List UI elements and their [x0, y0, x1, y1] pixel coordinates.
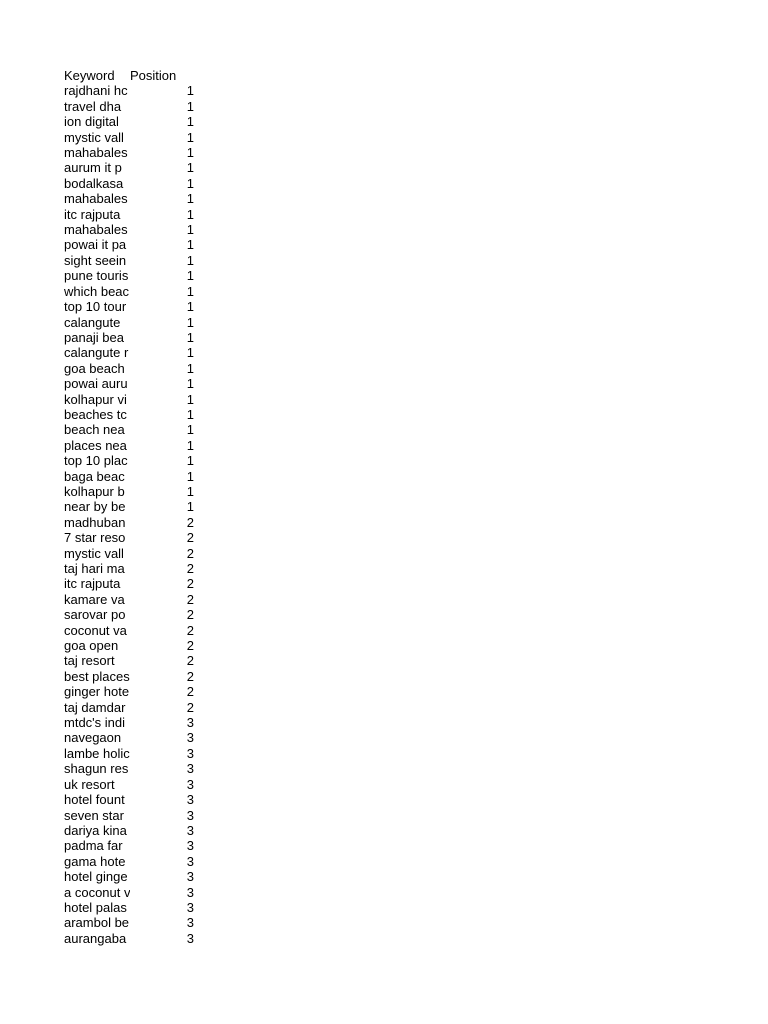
table-row [64, 130, 194, 145]
cell-position: 1 [186, 360, 194, 376]
table-row [64, 361, 194, 376]
table-header-row [64, 68, 194, 83]
table-row [64, 284, 194, 299]
table-row [64, 407, 194, 422]
cell-position: 1 [186, 206, 194, 222]
cell-keyword: taj hari ma [64, 561, 125, 576]
table-row [64, 761, 194, 776]
table-row [64, 83, 194, 98]
cell-keyword: kamare va [64, 591, 125, 607]
cell-keyword: powai it pa [64, 237, 127, 253]
cell-position: 1 [186, 468, 194, 484]
cell-keyword: aurum it p [64, 160, 122, 176]
cell-keyword: rajdhani hc [64, 83, 128, 99]
table-row [64, 823, 194, 838]
cell-position: 3 [186, 869, 194, 885]
cell-keyword: madhuban [64, 514, 126, 530]
cell-position: 3 [186, 761, 194, 777]
cell-position: 1 [186, 283, 194, 299]
cell-position: 1 [186, 98, 194, 114]
cell-position: 2 [186, 638, 194, 654]
table-row [64, 330, 194, 345]
cell-keyword: top 10 tour [64, 299, 127, 315]
table-row [64, 191, 194, 206]
table-row [64, 808, 194, 823]
cell-keyword: best places [64, 668, 130, 684]
cell-keyword: seven star [64, 807, 124, 823]
cell-keyword: calangute [64, 314, 121, 330]
table-row [64, 684, 194, 699]
table-row [64, 515, 194, 530]
cell-position: 1 [186, 483, 194, 499]
table-row [64, 237, 194, 252]
cell-keyword: dariya kina [64, 822, 127, 838]
table-row [64, 638, 194, 653]
cell-keyword: mahabales [64, 145, 128, 161]
cell-keyword: places nea [64, 437, 127, 453]
cell-keyword: arambol be [64, 915, 130, 931]
cell-position: 1 [186, 437, 194, 453]
cell-keyword: calangute r [64, 345, 129, 361]
cell-position: 2 [186, 653, 194, 669]
cell-keyword: beaches tc [64, 406, 127, 422]
cell-position: 2 [186, 591, 194, 607]
cell-position: 2 [186, 684, 194, 700]
table-row [64, 869, 194, 884]
cell-position: 1 [186, 268, 194, 284]
cell-position: 1 [186, 83, 194, 99]
table-row [64, 176, 194, 191]
cell-position: 3 [186, 730, 194, 746]
cell-keyword: shagun res [64, 761, 129, 777]
table-row [64, 777, 194, 792]
table-row [64, 592, 194, 607]
cell-position: 1 [186, 376, 194, 392]
cell-keyword: panaji bea [64, 329, 124, 345]
table-row [64, 700, 194, 715]
table-row [64, 792, 194, 807]
cell-keyword: mahabales [64, 191, 128, 207]
table-row [64, 469, 194, 484]
table-row [64, 453, 194, 468]
cell-keyword: navegaon [64, 730, 122, 746]
table-row [64, 546, 194, 561]
cell-position: 1 [186, 391, 194, 407]
cell-keyword: goa beach [64, 360, 125, 376]
table-row [64, 145, 194, 160]
table-row [64, 561, 194, 576]
cell-keyword: hotel fount [64, 792, 125, 808]
cell-position: 3 [186, 853, 194, 869]
table-row [64, 253, 194, 268]
cell-keyword: 7 star reso [64, 530, 126, 546]
table-row [64, 576, 194, 591]
table-row [64, 299, 194, 314]
cell-position: 1 [186, 175, 194, 191]
table-row [64, 345, 194, 360]
cell-position: 1 [186, 422, 194, 438]
cell-keyword: taj damdar [64, 699, 126, 715]
table-row [64, 422, 194, 437]
table-row [64, 838, 194, 853]
table-row [64, 484, 194, 499]
cell-keyword: taj resort [64, 653, 115, 669]
cell-keyword: ion digital [64, 114, 119, 130]
keyword-position-table [64, 68, 194, 946]
table-row [64, 114, 194, 129]
table-row [64, 499, 194, 514]
cell-keyword: powai auru [64, 376, 128, 392]
cell-position: 1 [186, 160, 194, 176]
cell-position: 2 [186, 514, 194, 530]
cell-keyword: mtdc's indi [64, 715, 126, 731]
cell-keyword: mystic vall [64, 545, 124, 561]
cell-keyword: a coconut v [64, 884, 130, 900]
cell-position: 2 [186, 699, 194, 715]
table-row [64, 653, 194, 668]
cell-position: 2 [186, 576, 194, 592]
cell-position: 3 [186, 776, 194, 792]
cell-position: 3 [186, 792, 194, 808]
cell-keyword: lambe holic [64, 745, 130, 761]
cell-keyword: uk resort [64, 776, 115, 792]
cell-keyword: top 10 plac [64, 453, 128, 469]
cell-position: 1 [186, 453, 194, 469]
cell-keyword: beach nea [64, 422, 125, 438]
table-row [64, 268, 194, 283]
cell-position: 2 [186, 622, 194, 638]
cell-position: 1 [186, 145, 194, 161]
table-row [64, 931, 194, 946]
cell-keyword: aurangaba [64, 930, 127, 946]
cell-keyword: kolhapur b [64, 483, 125, 499]
cell-position: 1 [186, 299, 194, 315]
table-row [64, 376, 194, 391]
cell-keyword: near by be [64, 499, 126, 515]
cell-position: 1 [186, 314, 194, 330]
cell-position: 3 [186, 822, 194, 838]
header-position: Position [130, 68, 177, 83]
cell-keyword: hotel ginge [64, 869, 128, 885]
cell-keyword: ginger hote [64, 684, 130, 700]
cell-keyword: baga beac [64, 468, 125, 484]
cell-position: 3 [186, 715, 194, 731]
cell-keyword: sarovar po [64, 607, 126, 623]
cell-keyword: pune touris [64, 268, 129, 284]
cell-position: 1 [186, 252, 194, 268]
cell-position: 1 [186, 499, 194, 515]
header-keyword: Keyword [64, 68, 115, 83]
cell-keyword: gama hote [64, 853, 126, 869]
table-row [64, 900, 194, 915]
cell-position: 2 [186, 545, 194, 561]
cell-position: 1 [186, 406, 194, 422]
cell-position: 2 [186, 561, 194, 576]
cell-keyword: sight seein [64, 252, 127, 268]
cell-position: 1 [186, 237, 194, 253]
cell-keyword: mahabales [64, 222, 128, 238]
cell-keyword: which beac [64, 283, 130, 299]
table-row [64, 222, 194, 237]
cell-position: 1 [186, 129, 194, 145]
cell-position: 3 [186, 899, 194, 915]
table-row [64, 746, 194, 761]
cell-keyword: bodalkasa [64, 175, 124, 191]
table-row [64, 623, 194, 638]
cell-keyword: itc rajputa [64, 576, 121, 592]
cell-keyword: coconut va [64, 622, 127, 638]
cell-position: 1 [186, 345, 194, 361]
cell-position: 1 [186, 114, 194, 130]
table-row [64, 392, 194, 407]
table-row [64, 160, 194, 175]
cell-position: 3 [186, 838, 194, 854]
cell-keyword: travel dha [64, 98, 122, 114]
table-row [64, 730, 194, 745]
cell-keyword: padma far [64, 838, 123, 854]
cell-keyword: hotel palas [64, 899, 127, 915]
table-row [64, 99, 194, 114]
table-row [64, 669, 194, 684]
table-row [64, 607, 194, 622]
cell-keyword: itc rajputa [64, 206, 121, 222]
table-row [64, 915, 194, 930]
table-body [64, 83, 194, 946]
cell-keyword: kolhapur vi [64, 391, 127, 407]
table-row [64, 715, 194, 730]
cell-keyword: mystic vall [64, 129, 124, 145]
cell-position: 1 [186, 222, 194, 238]
table-row [64, 530, 194, 545]
cell-position: 2 [186, 668, 194, 684]
cell-position: 3 [186, 884, 194, 900]
cell-position: 3 [186, 807, 194, 823]
cell-keyword: goa open [64, 638, 119, 654]
table-row [64, 885, 194, 900]
table-row [64, 207, 194, 222]
cell-position: 1 [186, 329, 194, 345]
cell-position: 2 [186, 607, 194, 623]
cell-position: 1 [186, 191, 194, 207]
cell-position: 3 [186, 745, 194, 761]
cell-position: 3 [186, 930, 194, 946]
cell-position: 2 [186, 530, 194, 546]
table-row [64, 854, 194, 869]
cell-position: 3 [186, 915, 194, 931]
table-row [64, 438, 194, 453]
table-row [64, 315, 194, 330]
